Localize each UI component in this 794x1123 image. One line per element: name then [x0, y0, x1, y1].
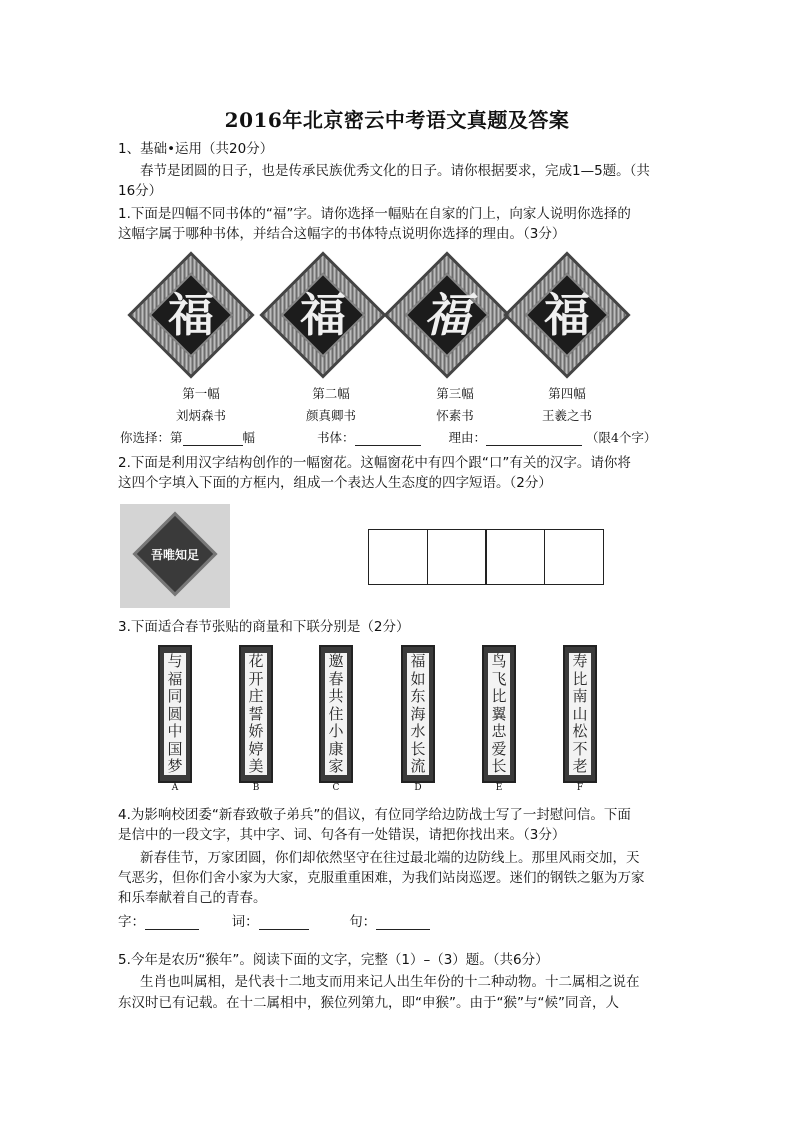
section-heading: 1、基础•运用（共20分）	[118, 141, 274, 157]
couplet-char: 松	[572, 722, 588, 740]
couplet-letter: A	[171, 783, 179, 793]
couplet-letter: F	[576, 783, 584, 793]
couplet-char: 福	[167, 669, 183, 688]
couplet-char: 住	[328, 704, 344, 723]
answer-box[interactable]	[368, 529, 428, 585]
answer-box[interactable]	[544, 529, 604, 585]
couplet-f	[563, 645, 597, 783]
question-5-text: 5.今年是农历“猴年”。阅读下面的文字，完整（1）–（3）题。（共6分）	[118, 952, 549, 968]
answer-char-label: 字：	[118, 914, 145, 930]
couplet-text	[245, 653, 267, 775]
style-blank[interactable]	[355, 431, 421, 446]
couplet-char: 忠	[491, 722, 507, 740]
fu-character: 福	[544, 288, 590, 342]
couplet-char: 与	[167, 652, 183, 670]
couplet-text	[325, 653, 347, 775]
couplet-char: 娇	[248, 722, 264, 740]
couplet-char: 海	[410, 704, 426, 723]
question-2-text: 2.下面是利用汉字结构创作的一幅窗花。这幅窗花中有四个跟“口”有关的汉字。请你将	[118, 455, 631, 471]
answer-box[interactable]	[427, 529, 487, 585]
couplet-char: 长	[491, 757, 507, 775]
couplet-text	[407, 653, 429, 775]
fu-caption: 第一幅	[182, 386, 220, 401]
couplet-text	[569, 653, 591, 775]
answer-sentence-label: 句：	[349, 914, 377, 930]
fu-author: 颜真卿书	[305, 408, 356, 423]
fu-caption: 第二幅	[312, 386, 350, 401]
couplet-char: 梦	[167, 757, 183, 775]
couplet-char: 不	[572, 739, 588, 758]
q4-answer-row	[118, 910, 430, 930]
couplet-char: 老	[572, 757, 588, 775]
couplet-e	[482, 645, 516, 783]
fu-image-2	[260, 252, 386, 378]
answer-char-blank[interactable]	[145, 915, 199, 930]
q1-answer-row	[120, 428, 656, 446]
couplet-char: 福	[410, 652, 426, 670]
couplet-char: 国	[167, 739, 183, 758]
couplet-char: 翼	[491, 704, 507, 723]
fu-image-3	[384, 252, 510, 378]
answer-boxes	[368, 529, 604, 585]
couplet-char: 东	[410, 687, 426, 705]
letter-paragraph: 新春佳节，万家团圆，你们却依然坚守在往过最北端的边防线上。那里风雨交加，天	[140, 850, 640, 866]
couplet-char: 长	[410, 739, 426, 758]
question-1-text: 这幅字属于哪种书体，并结合这幅字的书体特点说明你选择的理由。（3分）	[118, 226, 566, 242]
couplet-char: 共	[328, 687, 344, 705]
choice-suffix: 幅	[242, 430, 256, 445]
couplet-char: 南	[572, 687, 588, 705]
fu-character: 福	[168, 288, 214, 342]
answer-word-blank[interactable]	[259, 915, 309, 930]
fu-caption: 第四幅	[548, 386, 586, 401]
reason-label: 理由：	[448, 430, 486, 445]
question-4-text: 4.为影响校团委“新春致敬子弟兵”的倡议，有位同学给边防战士写了一封慰问信。下面	[118, 807, 631, 823]
section-intro-line: 16分）	[118, 183, 163, 199]
couplet-text	[488, 653, 510, 775]
couplet-char: 庄	[248, 687, 264, 705]
answer-sentence-blank[interactable]	[376, 915, 430, 930]
style-label: 书体：	[317, 430, 355, 445]
choice-prefix: 你选择：第	[120, 430, 183, 445]
couplet-char: 流	[410, 757, 426, 775]
couplet-char: 比	[572, 669, 588, 688]
letter-paragraph: 气恶劣，但你们舍小家为大家，克服重重困难，为我们站岗巡逻。迷们的钢铁之躯为万家	[118, 870, 645, 886]
couplet-char: 圆	[167, 704, 183, 723]
page-title: 2016年北京密云中考语文真题及答案	[224, 108, 570, 132]
couplet-char: 开	[248, 669, 264, 688]
fu-character: 福	[300, 288, 346, 342]
limit-note: （限4个字）	[585, 430, 657, 445]
fu-author: 王羲之书	[541, 408, 592, 423]
fu-author: 怀素书	[436, 408, 474, 423]
fu-character: 福	[424, 288, 470, 342]
couplet-char: 如	[410, 669, 426, 688]
couplet-char: 同	[167, 687, 183, 705]
couplet-letter: E	[495, 783, 503, 793]
fu-image-4	[504, 252, 630, 378]
couplet-char: 比	[491, 687, 507, 705]
answer-word-label: 词：	[231, 914, 259, 930]
couplet-char: 寿	[572, 652, 588, 670]
couplet-letter: D	[414, 783, 422, 793]
fu-caption: 第三幅	[436, 386, 474, 401]
choice-number-blank[interactable]	[183, 431, 243, 446]
couplet-b	[239, 645, 273, 783]
fu-calligraphy-gallery	[120, 252, 648, 452]
question-2-text: 这四个字填入下面的方框内，组成一个表达人生态度的四字短语。（2分）	[118, 475, 552, 491]
couplet-char: 春	[328, 669, 344, 688]
passage-paragraph: 东汉时已有记载。在十二属相中，猴位列第九，即“申猴”。由于“猴”与“候”同音，人	[118, 995, 619, 1011]
couplet-c	[319, 645, 353, 783]
window-flower-text: 吾唯知足	[150, 548, 199, 562]
couplet-char: 爱	[491, 739, 507, 758]
couplet-char: 飞	[491, 669, 507, 688]
couplet-text	[164, 653, 186, 775]
question-4-text: 是信中的一段文字，其中字、词、句各有一处错误，请把你找出来。（3分）	[118, 827, 566, 843]
window-flower-image	[120, 504, 230, 608]
couplet-letter: B	[252, 783, 260, 793]
question-1-text: 1.下面是四幅不同书体的“福”字。请你选择一幅贴在自家的门上，向家人说明你选择的	[118, 206, 631, 222]
passage-paragraph: 生肖也叫属相，是代表十二地支而用来记人出生年份的十二种动物。十二属相之说在	[140, 974, 640, 990]
couplet-d	[401, 645, 435, 783]
couplet-char: 邀	[328, 652, 344, 670]
letter-paragraph: 和乐奉献着自己的青春。	[118, 890, 267, 906]
couplet-a	[158, 645, 192, 783]
couplet-char: 家	[328, 757, 344, 775]
question-3-text: 3.下面适合春节张贴的商量和下联分别是（2分）	[118, 619, 410, 635]
answer-box[interactable]	[485, 529, 545, 585]
couplet-char: 小	[328, 722, 344, 740]
couplet-char: 婷	[248, 739, 264, 758]
couplet-letter: C	[332, 783, 340, 793]
fu-author: 刘炳森书	[175, 408, 226, 423]
couplet-char: 山	[572, 704, 588, 723]
couplet-char: 誓	[248, 704, 264, 723]
section-intro-line: 春节是团圆的日子，也是传承民族优秀文化的日子。请你根据要求，完成1—5题。（共	[140, 163, 650, 179]
fu-image-1	[128, 252, 254, 378]
couplet-char: 鸟	[491, 652, 507, 670]
reason-blank[interactable]	[486, 431, 582, 446]
couplet-char: 美	[248, 757, 264, 775]
couplet-char: 康	[328, 739, 344, 758]
couplet-char: 花	[248, 652, 264, 670]
couplet-char: 水	[410, 722, 426, 740]
couplet-char: 中	[167, 722, 183, 740]
